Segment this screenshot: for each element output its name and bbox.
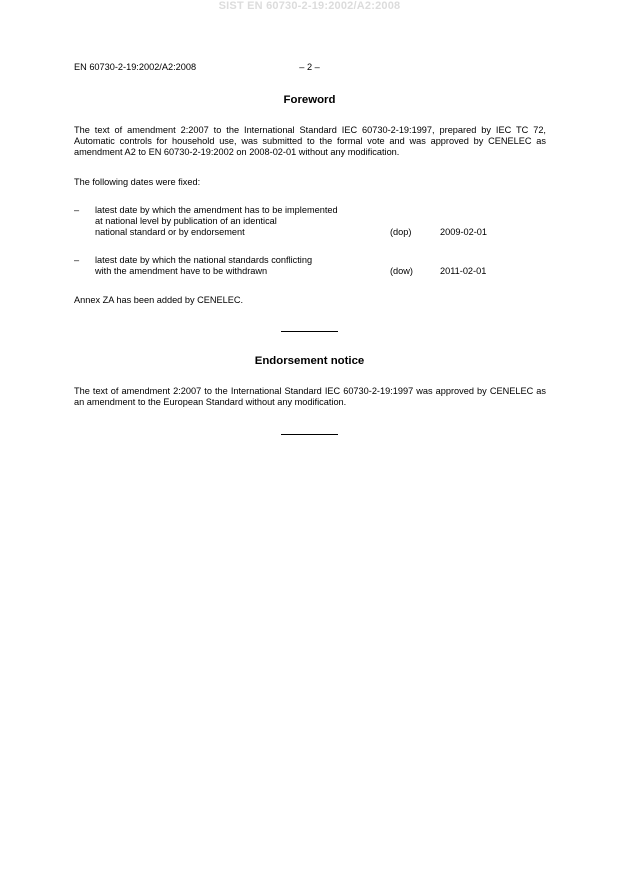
date-value: 2011-02-01 <box>440 266 487 276</box>
date-value: 2009-02-01 <box>440 227 487 237</box>
description-line: latest date by which the amendment has to be implemented <box>95 205 338 215</box>
description-line: latest date by which the national standards conflicting <box>95 255 313 265</box>
section-divider <box>281 434 338 435</box>
annex-note: Annex ZA has been added by CENELEC. <box>74 295 244 305</box>
date-abbreviation: (dop) <box>390 227 412 237</box>
dates-intro: The following dates were fixed: <box>74 177 201 187</box>
description-line: at national level by publication of an identical <box>95 216 277 226</box>
description-line: with the amendment have to be withdrawn <box>95 266 268 276</box>
page-number: – 2 – <box>299 62 320 72</box>
date-abbreviation: (dow) <box>390 266 413 276</box>
list-bullet: – <box>74 205 80 215</box>
endorsement-paragraph: The text of amendment 2:2007 to the International Standard IEC 60730-2-19:1997 was approved by CENELEC as an amendment to the European Standard without any modification. <box>74 386 546 407</box>
date-item-description <box>95 205 395 238</box>
section-divider <box>281 331 338 332</box>
date-item-dop <box>74 205 554 238</box>
foreword-paragraph: The text of amendment 2:2007 to the International Standard IEC 60730-2-19:1997, prepared by IEC TC 72, Automatic controls for household use, was submitted to the formal vote and was approved by CENELEC as amendment A2 to EN 60730-2-19:2002 on 2008-02-01 without any modification. <box>74 125 546 157</box>
endorsement-title: Endorsement notice <box>254 355 365 367</box>
list-bullet: – <box>74 255 80 265</box>
watermark: SIST EN 60730-2-19:2002/A2:2008 <box>218 0 401 12</box>
date-item-dow <box>74 255 554 277</box>
date-item-description <box>95 255 395 277</box>
document-id: EN 60730-2-19:2002/A2:2008 <box>74 62 197 72</box>
description-line: national standard or by endorsement <box>95 227 245 237</box>
foreword-title: Foreword <box>283 94 336 106</box>
